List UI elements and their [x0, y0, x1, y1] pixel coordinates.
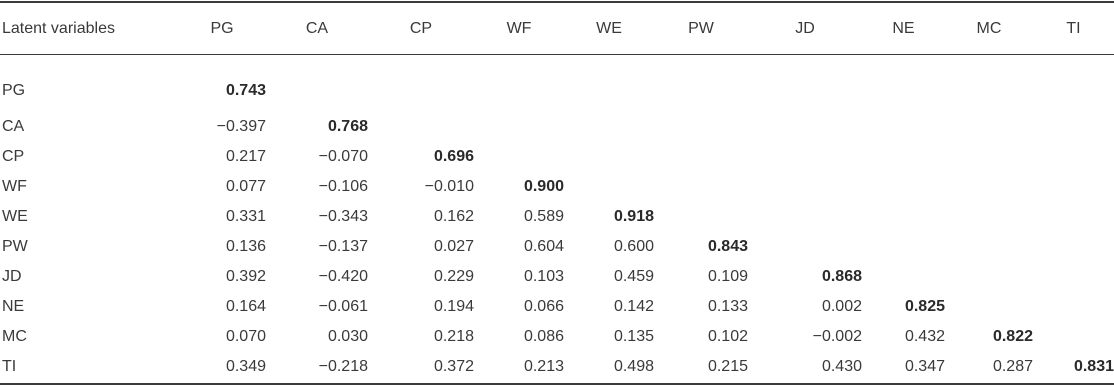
- table-cell: [474, 112, 564, 142]
- header-label: Latent variables: [2, 20, 115, 37]
- diagonal-cell: 0.825: [904, 298, 945, 315]
- table-cell: [862, 262, 945, 292]
- table-cell: 0.287: [992, 358, 1033, 375]
- header-row: [0, 0, 1114, 56]
- table-cell: [368, 56, 474, 112]
- table-cell: 0.070: [225, 328, 266, 345]
- table-cell: [1033, 202, 1114, 232]
- row-label: CA: [2, 118, 25, 135]
- table-cell: [748, 172, 862, 202]
- table-cell: −0.010: [424, 178, 474, 195]
- table-cell: 0.102: [707, 328, 748, 345]
- row-label: MC: [2, 328, 27, 345]
- column-header: MC: [976, 20, 1002, 37]
- column-header: WE: [596, 20, 622, 37]
- row-label: PW: [2, 238, 28, 255]
- table-cell: [945, 142, 1033, 172]
- table-cell: 0.347: [904, 358, 945, 375]
- table-cell: [862, 142, 945, 172]
- row-label: WF: [2, 178, 27, 195]
- diagonal-cell: 0.843: [707, 238, 748, 255]
- row-label: NE: [2, 298, 25, 315]
- table-cell: [945, 292, 1033, 322]
- diagonal-cell: 0.900: [523, 178, 564, 195]
- table-cell: 0.217: [225, 148, 266, 165]
- diagonal-cell: 0.743: [225, 81, 266, 99]
- table-cell: [945, 232, 1033, 262]
- table-cell: [748, 56, 862, 112]
- table-cell: 0.229: [433, 268, 474, 285]
- table-row: [0, 352, 1114, 382]
- column-header: PG: [210, 20, 234, 37]
- table-cell: [564, 56, 654, 112]
- table-cell: 0.349: [225, 358, 266, 375]
- table-cell: 0.077: [225, 178, 266, 195]
- table-cell: [862, 56, 945, 112]
- table-cell: −0.137: [318, 238, 368, 255]
- table-cell: [368, 112, 474, 142]
- table-cell: [474, 142, 564, 172]
- table-cell: [1033, 112, 1114, 142]
- table-cell: 0.215: [707, 358, 748, 375]
- row-label: TI: [2, 358, 17, 375]
- diagonal-cell: 0.768: [327, 118, 368, 135]
- table-cell: [1033, 172, 1114, 202]
- table-cell: 0.135: [613, 328, 654, 345]
- table-cell: [266, 56, 368, 112]
- table-cell: 0.164: [225, 298, 266, 315]
- table-cell: 0.136: [225, 238, 266, 255]
- table-cell: [564, 172, 654, 202]
- table-cell: 0.218: [433, 328, 474, 345]
- table-cell: [945, 112, 1033, 142]
- table-cell: [564, 142, 654, 172]
- table-row: [0, 142, 1114, 172]
- bottom-rule: [0, 383, 1114, 385]
- table-cell: −0.070: [318, 148, 368, 165]
- table-cell: [748, 202, 862, 232]
- diagonal-cell: 0.822: [992, 328, 1033, 345]
- table-cell: 0.066: [523, 298, 564, 315]
- table-cell: 0.372: [433, 358, 474, 375]
- table-row: [0, 232, 1114, 262]
- table-cell: 0.432: [904, 328, 945, 345]
- table-cell: [474, 56, 564, 112]
- table-cell: −0.343: [318, 208, 368, 225]
- table-cell: 0.162: [433, 208, 474, 225]
- table-cell: [862, 232, 945, 262]
- row-label: JD: [2, 268, 22, 285]
- table-row: [0, 262, 1114, 292]
- table-row: [0, 112, 1114, 142]
- table-cell: [945, 56, 1033, 112]
- table-cell: [564, 112, 654, 142]
- table-cell: −0.397: [216, 118, 266, 135]
- column-header: CP: [409, 20, 433, 37]
- table-cell: [945, 262, 1033, 292]
- table-cell: 0.392: [225, 268, 266, 285]
- table-cell: [1033, 142, 1114, 172]
- diagonal-cell: 0.918: [613, 208, 654, 225]
- table-cell: [654, 172, 748, 202]
- table-cell: 0.133: [707, 298, 748, 315]
- table-cell: [654, 56, 748, 112]
- table-cell: 0.027: [433, 238, 474, 255]
- table-cell: −0.420: [318, 268, 368, 285]
- row-label: PG: [2, 81, 26, 99]
- table-cell: [1033, 232, 1114, 262]
- table-cell: [748, 232, 862, 262]
- table-cell: [945, 202, 1033, 232]
- column-header: PW: [688, 20, 714, 37]
- table-cell: [1033, 262, 1114, 292]
- table-cell: 0.086: [523, 328, 564, 345]
- table-cell: 0.459: [613, 268, 654, 285]
- column-header: WF: [506, 20, 532, 37]
- column-header: NE: [892, 20, 915, 37]
- diagonal-cell: 0.696: [433, 148, 474, 165]
- table-cell: 0.194: [433, 298, 474, 315]
- table-cell: [945, 172, 1033, 202]
- table-cell: 0.109: [707, 268, 748, 285]
- table-cell: 0.103: [523, 268, 564, 285]
- table-cell: [654, 142, 748, 172]
- table-row: [0, 322, 1114, 352]
- diagonal-cell: 0.868: [821, 268, 862, 285]
- diagonal-cell: 0.831: [1073, 358, 1114, 375]
- table-body: [0, 56, 1114, 382]
- table-row: [0, 292, 1114, 322]
- table-cell: 0.030: [327, 328, 368, 345]
- table-cell: 0.589: [523, 208, 564, 225]
- table-cell: 0.430: [821, 358, 862, 375]
- table-cell: −0.218: [318, 358, 368, 375]
- table-cell: 0.142: [613, 298, 654, 315]
- table-cell: [862, 172, 945, 202]
- table-cell: 0.600: [613, 238, 654, 255]
- table-cell: [862, 202, 945, 232]
- table-cell: −0.061: [318, 298, 368, 315]
- table-cell: 0.331: [225, 208, 266, 225]
- table-cell: [862, 112, 945, 142]
- column-header: CA: [305, 20, 329, 37]
- table-cell: 0.498: [613, 358, 654, 375]
- table-cell: 0.213: [523, 358, 564, 375]
- table-row: [0, 56, 1114, 112]
- table-cell: [748, 112, 862, 142]
- row-label: WE: [2, 208, 28, 225]
- table-cell: [654, 202, 748, 232]
- row-label: CP: [2, 148, 25, 165]
- table-cell: [654, 112, 748, 142]
- table-cell: 0.002: [821, 298, 862, 315]
- table-cell: [748, 142, 862, 172]
- column-header: TI: [1066, 20, 1081, 37]
- table-cell: 0.604: [523, 238, 564, 255]
- table-cell: −0.106: [318, 178, 368, 195]
- table-row: [0, 202, 1114, 232]
- table-row: [0, 172, 1114, 202]
- table-cell: [1033, 292, 1114, 322]
- column-header: JD: [795, 20, 815, 37]
- table-cell: [1033, 56, 1114, 112]
- table-cell: −0.002: [812, 328, 862, 345]
- table-cell: [1033, 322, 1114, 352]
